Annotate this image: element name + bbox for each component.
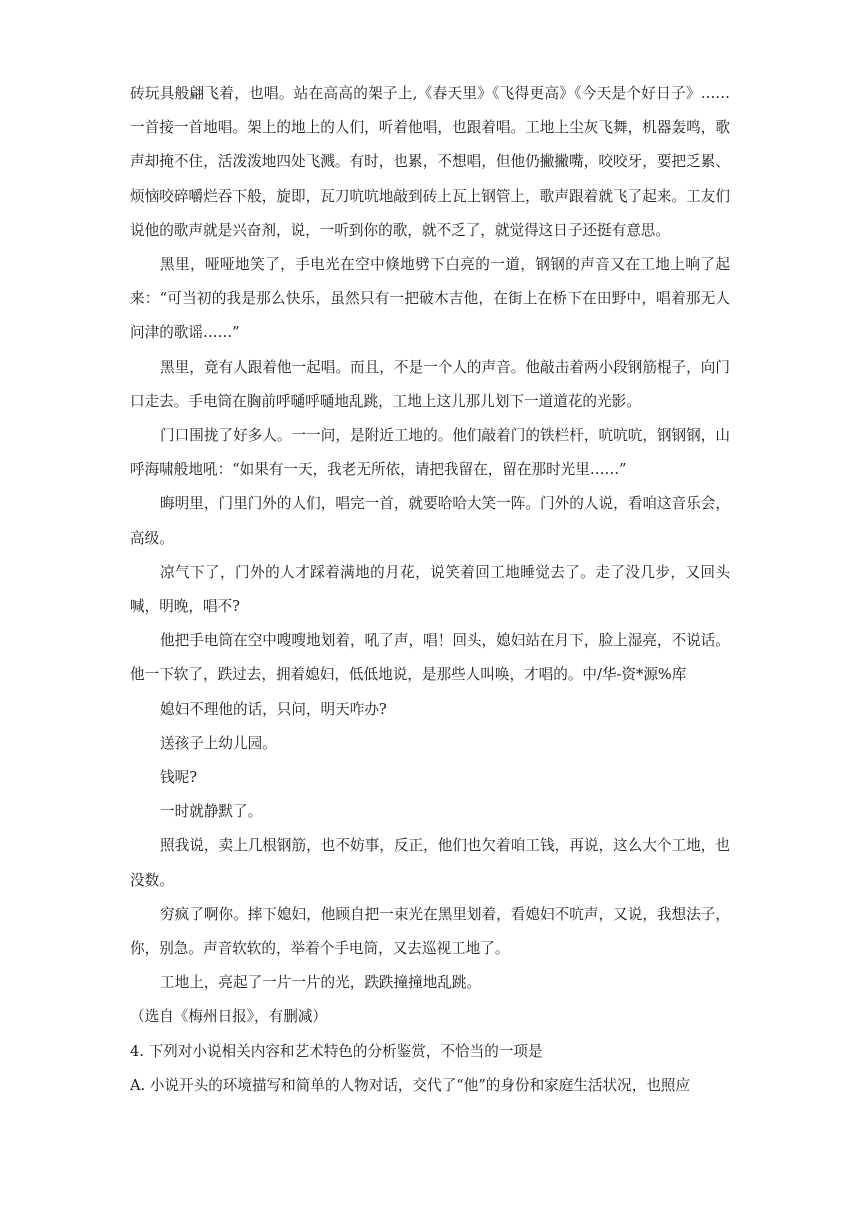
paragraph-6: 凉气下了，门外的人才踩着满地的月花，说笑着回工地睡觉去了。走了没几步，又回头喊，明晚，唱不? [130,563,730,616]
paragraph-8: 媳妇不理他的话，只问，明天咋办? [160,700,387,718]
paragraph-7: 他把手电筒在空中嗖嗖地划着，吼了声，唱！回头，媳妇站在月下，脸上湿亮，不说话。他一下软了，跌过去，拥着媳妇，低低地说，是那些人叫唤，才唱的。中/华-资*源%库 [130,632,730,684]
paragraph-13: 穷疯了啊你。摔下媳妇，他顾自把一束光在黑里划着，看媳妇不吭声，又说，我想法子，你，别急。声音软软的，举着个手电筒，又去巡视工地了。 [130,905,730,958]
paragraph-9: 送孩子上幼儿园。 [160,734,277,752]
paragraph-5: 晦明里，门里门外的人们，唱完一首，就要哈哈大笑一阵。门外的人说，看咱这音乐会，高级。 [130,495,730,547]
question-option-a: A. 小说开头的环境描写和简单的人物对话，交代了“他”的身份和家庭生活状况，也照应 [130,1076,691,1094]
paragraph-3: 黑里，竟有人跟着他一起唱。而且，不是一个人的声音。他敲击着两小段钢筋棍子，向门口走去。手电筒在胸前呼嗵呼嗵地乱跳，工地上这儿那儿划下一道道花的光影。 [130,358,730,410]
paragraph-14: 工地上，亮起了一片一片的光，跌跌撞撞地乱跳。 [160,974,482,992]
paragraph-2: 黑里，哑哑地笑了，手电光在空中倏地劈下白亮的一道，钢钢的声音又在工地上响了起来：“可当初的我是那么快乐，虽然只有一把破木吉他，在街上在桥下在田野中，唱着那无人问津的歌谣……” [130,256,730,342]
source-citation: （选自《梅州日报》，有删减） [130,1008,328,1026]
question-stem: 4. 下列对小说相关内容和艺术特色的分析鉴赏，不恰当的一项是 [130,1042,543,1060]
paragraph-11: 一时就静默了。 [160,803,263,821]
paragraph-4: 门口围拢了好多人。一一问，是附近工地的。他们敲着门的铁栏杆，吭吭吭，钢钢钢，山呼海啸般地吼：“如果有一天，我老无所依，请把我留在，留在那时光里……” [130,427,730,479]
paragraph-1: 砖玩具般翩飞着，也唱。站在高高的架子上,《春天里》《飞得更高》《今天是个好日子》……一首接一首地唱。架上的地上的人们，听着他唱，也跟着唱。工地上尘灰飞舞，机器轰鸣，歌声却掩不住，活泼泼地四处飞溅。有时，也累，不想唱，但他仍撇撇嘴，咬咬牙，要把乏累、烦恼咬碎嚼烂吞下般，旋即，瓦刀吭吭地敲到砖上瓦上钢管上，歌声跟着就飞了起来。工友们说他的歌声就是兴奋剂，说，一听到你的歌，就不乏了，就觉得这日子还挺有意思。 [130,85,730,239]
article-body [130,77,730,1103]
paragraph-12: 照我说，卖上几根钢筋，也不妨事，反正，他们也欠着咱工钱，再说，这么大个工地，也没数。 [130,837,730,889]
paragraph-10: 钱呢? [160,769,198,787]
